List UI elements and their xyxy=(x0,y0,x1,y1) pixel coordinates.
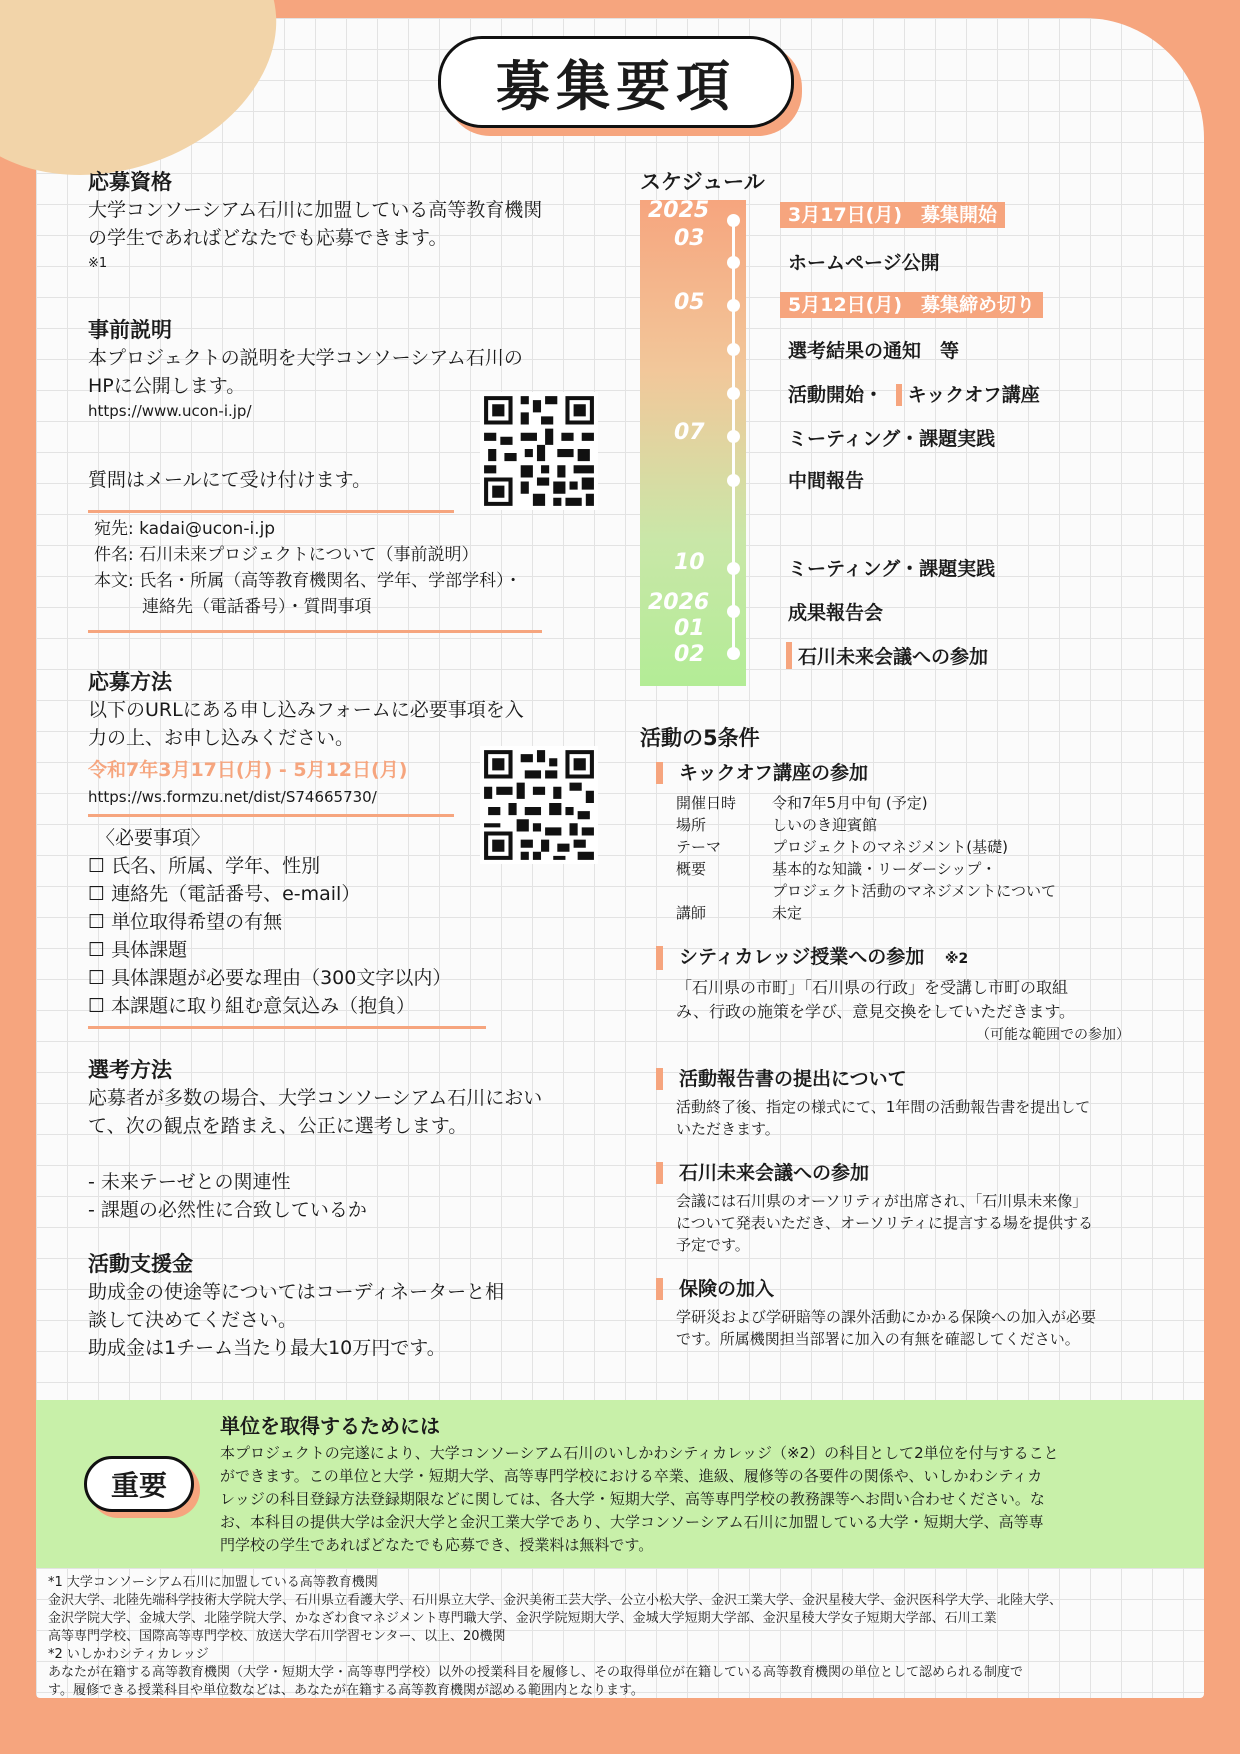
condition-2-text-2: み、行政の施策を学び、意見交換をしていただきます。 xyxy=(676,1002,1076,1021)
selection-text-2: て、次の観点を踏まえ、公正に選考します。 xyxy=(88,1115,468,1137)
apply-period: 令和7年3月17日(月) - 5月12日(月) xyxy=(88,759,408,781)
event-activity-start-label: 活動開始・ xyxy=(788,384,884,406)
month-01: 01 xyxy=(674,616,705,641)
selection-heading: 選考方法 xyxy=(88,1058,172,1082)
c1-key: 概要 xyxy=(676,860,707,878)
footnote-1-line-1: 金沢大学、北陸先端科学技術大学院大学、石川県立看護大学、石川県立大学、金沢美術工芸大学、公立小松大学、金沢工業大学、金沢星稜大学、金沢医科学大学、北陸大学、 xyxy=(48,1593,1063,1608)
condition-2-title: シティカレッジ授業への参加 xyxy=(679,946,925,968)
selection-text-1: 応募者が多数の場合、大学コンソーシアム石川におい xyxy=(88,1087,543,1109)
timeline-dot xyxy=(727,256,740,269)
condition-4-text-1: 会議には石川県のオーソリティが出席され、「石川県未来像」 xyxy=(676,1192,1088,1210)
grant-text-2: 談して決めてください。 xyxy=(88,1309,298,1331)
c1-value: 基本的な知識・リーダーシップ・ xyxy=(772,860,997,878)
timeline-dot xyxy=(727,474,740,487)
c1-key: テーマ xyxy=(676,838,722,856)
briefing-question: 質問はメールにて受け付けます。 xyxy=(88,469,372,491)
timeline-dot xyxy=(727,343,740,356)
event-homepage: ホームページ公開 xyxy=(788,252,940,274)
event-recruit-close: 5月12日(月) 募集締め切り xyxy=(780,292,1043,318)
footnote-2-line-1: あなたが在籍する高等教育機関（大学・短期大学・高等専門学校）以外の授業科目を履修し、その取得単位が在籍している高等教育機関の単位として認められる制度で xyxy=(48,1665,1024,1680)
event-final-report: 成果報告会 xyxy=(788,602,884,624)
condition-4-text-3: 予定です。 xyxy=(676,1236,750,1254)
timeline-dot xyxy=(727,430,740,443)
apply-item-3: ☐ 単位取得希望の有無 xyxy=(88,911,283,933)
apply-item-2: ☐ 連絡先（電話番号、e-mail） xyxy=(88,883,361,905)
condition-5-text-1: 学研災および学研賠等の課外活動にかかる保険への加入が必要 xyxy=(676,1308,1097,1326)
condition-2-note: ※2 xyxy=(944,951,969,967)
conditions-heading: 活動の5条件 xyxy=(640,726,760,750)
condition-1-heading: キックオフ講座の参加 xyxy=(656,762,868,784)
apply-item-1: ☐ 氏名、所属、学年、性別 xyxy=(88,855,321,877)
condition-2-text-1: 「石川県の市町」「石川県の行政」を受講し市町の取組 xyxy=(676,978,1069,997)
c1-value: しいのき迎賓館 xyxy=(772,816,878,834)
grant-text-3: 助成金は1チーム当たり最大10万円です。 xyxy=(88,1337,446,1359)
briefing-subject: 件名: 石川未来プロジェクトについて（事前説明） xyxy=(94,545,479,565)
footnote-1-line-3: 高等専門学校、国際高等専門学校、放送大学石川学習センター、以上、20機関 xyxy=(48,1629,506,1644)
condition-2-text-3: （可能な範囲での参加） xyxy=(976,1027,1130,1043)
briefing-to: 宛先: kadai@ucon-i.jp xyxy=(94,519,276,539)
timeline-dot xyxy=(727,299,740,312)
important-heading: 単位を取得するためには xyxy=(220,1414,440,1438)
briefing-url[interactable]: https://www.ucon-i.jp/ xyxy=(88,402,252,420)
c1-value: プロジェクト活動のマネジメントについて xyxy=(772,882,1056,900)
page-title: 募集要項 xyxy=(438,36,794,128)
important-line-5: 門学校の学生であればどなたでも応募でき、授業料は無料です。 xyxy=(220,1536,654,1554)
condition-5-heading: 保険の加入 xyxy=(656,1278,774,1300)
footnote-1-line-2: 金沢学院大学、金城大学、北陸学院大学、かなざわ食マネジメント専門職大学、金沢学院短期大学、金城大学短期大学部、金沢星稜大学女子短期大学部、石川工業 xyxy=(48,1611,997,1626)
year-2026: 2026 xyxy=(648,590,710,615)
important-line-2: ができます。この単位と大学・短期大学、高等専門学校における卒業、進級、履修等の各要件の関係や、いしかわシティカ xyxy=(220,1467,1043,1485)
year-2025: 2025 xyxy=(648,198,710,223)
timeline-dot xyxy=(727,387,740,400)
briefing-qr-code[interactable] xyxy=(480,392,598,510)
c1-value: 未定 xyxy=(772,904,803,922)
briefing-body-2: 連絡先（電話番号）・質問事項 xyxy=(142,597,372,617)
c1-key: 講師 xyxy=(676,904,707,922)
condition-4-heading: 石川未来会議への参加 xyxy=(656,1162,869,1184)
briefing-rule-2 xyxy=(88,630,542,633)
month-05: 05 xyxy=(674,290,705,315)
timeline-dot xyxy=(727,647,740,660)
condition-2-heading xyxy=(656,946,968,970)
event-kickoff: キックオフ講座 xyxy=(896,384,1040,406)
grant-text-1: 助成金の使途等についてはコーディネーターと相 xyxy=(88,1281,505,1303)
eligibility-text-1: 大学コンソーシアム石川に加盟している高等教育機関 xyxy=(88,199,543,221)
apply-heading: 応募方法 xyxy=(88,670,172,694)
apply-item-5: ☐ 具体課題が必要な理由（300文字以内） xyxy=(88,967,452,989)
timeline-dot xyxy=(727,562,740,575)
event-meeting-2: ミーティング・課題実践 xyxy=(788,558,996,580)
timeline-dot xyxy=(727,214,740,227)
month-07: 07 xyxy=(674,420,705,445)
footnote-1-heading: *1 大学コンソーシアム石川に加盟している高等教育機関 xyxy=(48,1575,378,1590)
c1-value: 令和7年5月中旬 (予定) xyxy=(772,794,928,812)
selection-point-2: - 課題の必然性に合致しているか xyxy=(88,1199,367,1221)
briefing-text-1: 本プロジェクトの説明を大学コンソーシアム石川の xyxy=(88,347,523,369)
condition-3-text-1: 活動終了後、指定の様式にて、1年間の活動報告書を提出して xyxy=(676,1098,1091,1116)
important-line-4: お、本科目の提供大学は金沢大学と金沢工業大学であり、大学コンソーシアム石川に加盟している大学・短期大学、高等専 xyxy=(220,1513,1044,1531)
important-line-1: 本プロジェクトの完遂により、大学コンソーシアム石川のいしかわシティカレッジ（※2）の科目として2単位を付与すること xyxy=(220,1444,1059,1462)
event-recruit-start: 3月17日(月) 募集開始 xyxy=(780,202,1005,228)
month-10: 10 xyxy=(674,550,705,575)
condition-4-text-2: について発表いただき、オーソリティに提言する場を提供する xyxy=(676,1214,1094,1232)
apply-url[interactable]: https://ws.formzu.net/dist/S74665730/ xyxy=(88,788,377,806)
briefing-rule xyxy=(88,510,454,513)
briefing-body-1: 本文: 氏名・所属（高等教育機関名、学年、学部学科）・ xyxy=(94,571,522,591)
apply-item-4: ☐ 具体課題 xyxy=(88,939,188,961)
event-activity-start xyxy=(788,380,1040,407)
footnote-2-line-2: す。履修できる授業科目や単位数などは、あなたが在籍する高等教育機関が認める範囲内となります。 xyxy=(48,1683,644,1698)
event-interim-report: 中間報告 xyxy=(788,470,865,492)
apply-rule-2 xyxy=(88,1026,486,1029)
c1-value: プロジェクトのマネジメント(基礎) xyxy=(772,838,1008,856)
apply-text-1: 以下のURLにある申し込みフォームに必要事項を入 xyxy=(88,699,524,721)
condition-3-heading: 活動報告書の提出について xyxy=(656,1068,907,1090)
eligibility-note: ※1 xyxy=(88,256,108,271)
eligibility-text-2: の学生であればどなたでも応募できます。 xyxy=(88,227,448,249)
month-02: 02 xyxy=(674,642,705,667)
footnote-2-heading: *2 いしかわシティカレッジ xyxy=(48,1647,209,1662)
event-future-meeting: 石川未来会議への参加 xyxy=(786,642,988,669)
event-meeting-1: ミーティング・課題実践 xyxy=(788,428,996,450)
schedule-heading: スケジュール xyxy=(640,170,765,194)
important-badge: 重要 xyxy=(84,1456,194,1512)
c1-key: 場所 xyxy=(676,816,707,834)
c1-key: 開催日時 xyxy=(676,794,737,812)
timeline-dot xyxy=(727,605,740,618)
grant-heading: 活動支援金 xyxy=(88,1252,193,1276)
briefing-heading: 事前説明 xyxy=(88,318,172,342)
apply-text-2: 力の上、お申し込みください。 xyxy=(88,727,355,749)
selection-point-1: - 未来テーゼとの関連性 xyxy=(88,1171,291,1193)
month-03: 03 xyxy=(674,226,705,251)
briefing-text-2: HPに公開します。 xyxy=(88,375,246,397)
apply-qr-code[interactable] xyxy=(480,746,598,864)
important-line-3: レッジの科目登録方法登録期限などに関しては、各大学・短期大学、高等専門学校の教務課等へお問い合わせください。な xyxy=(220,1490,1045,1508)
apply-item-6: ☐ 本課題に取り組む意気込み（抱負） xyxy=(88,995,416,1017)
apply-rule xyxy=(88,814,454,817)
event-selection-notice: 選考結果の通知 等 xyxy=(788,340,960,362)
condition-3-text-2: いただきます。 xyxy=(676,1120,780,1138)
apply-required-heading: 〈必要事項〉 xyxy=(96,827,211,849)
condition-5-text-2: です。所属機関担当部署に加入の有無を確認してください。 xyxy=(676,1330,1080,1348)
eligibility-heading: 応募資格 xyxy=(88,170,172,194)
